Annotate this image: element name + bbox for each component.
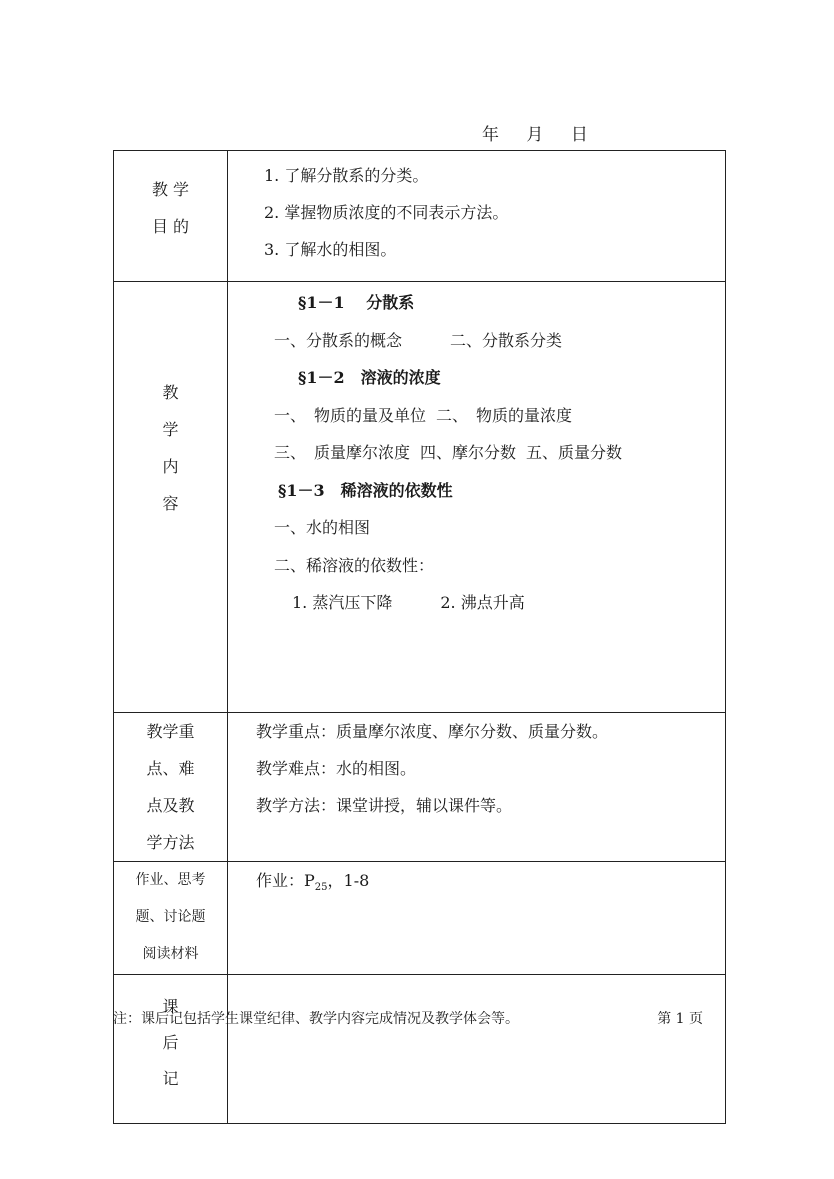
section-3-item-a: 一、水的相图 [274, 518, 371, 537]
section-1-items [228, 322, 725, 360]
section-3-subitems [228, 584, 725, 622]
day-label: 日 [570, 125, 588, 145]
homework-row [114, 862, 726, 975]
section-2-items-b [228, 434, 725, 472]
content-item: 一、 物质的量及单位 [274, 405, 427, 425]
content-item: 二、 物质的量浓度 [436, 405, 573, 425]
section-2-items-a [228, 397, 725, 435]
objective-item: 3. 了解水的相图。 [264, 240, 397, 259]
content-item: 五、质量分数 [526, 443, 623, 462]
homework-prefix: 作业：P [256, 871, 315, 890]
section-1-title: §1－1 分散系 [298, 293, 415, 312]
month-label: 月 [526, 125, 544, 145]
label-line: 点及教 [146, 796, 195, 815]
footer-note [113, 1008, 703, 1028]
homework-label [114, 862, 228, 975]
year-label: 年 [482, 125, 499, 145]
content-label [114, 282, 228, 713]
content-item: 1. 蒸汽压下降 [292, 593, 393, 612]
afterclass-row [114, 975, 726, 1124]
label-line: 阅读材料 [142, 946, 199, 962]
objectives-row [114, 151, 726, 282]
label-line: 题、讨论题 [135, 909, 206, 925]
objectives-content [228, 151, 726, 282]
afterclass-label [114, 975, 228, 1124]
keypoint-item: 教学重点：质量摩尔浓度、摩尔分数、质量分数。 [256, 722, 609, 741]
keypoints-label [114, 713, 228, 862]
label-line: 后 [162, 1033, 179, 1052]
keypoint-item: 教学难点：水的相图。 [256, 759, 417, 778]
keypoint-item: 教学方法：课堂讲授，辅以课件等。 [256, 796, 513, 815]
footer-note-text: 注：课后记包括学生课堂纪律、教学内容完成情况及教学体会等。 [113, 1011, 519, 1027]
label-line: 学 [162, 420, 179, 439]
content-item: 二、分散系分类 [450, 330, 563, 350]
objective-item: 2. 掌握物质浓度的不同表示方法。 [264, 203, 509, 222]
label-line: 教 [162, 383, 179, 402]
afterclass-content[interactable] [228, 975, 726, 1124]
label-line: 教学重 [146, 722, 195, 741]
label-line: 课 [162, 997, 179, 1016]
label-line: 容 [162, 494, 179, 513]
homework-content [228, 862, 726, 975]
objective-item: 1. 了解分散系的分类。 [264, 166, 429, 185]
date-line [482, 120, 588, 145]
keypoints-content [228, 713, 726, 862]
label-line: 教 学 [151, 180, 190, 199]
label-line: 点、难 [146, 759, 195, 778]
label-line: 目 的 [151, 217, 190, 236]
lesson-plan-table [113, 150, 726, 1124]
content-item: 四、摩尔分数 [420, 443, 517, 462]
label-line: 内 [162, 457, 179, 476]
label-line: 作业、思考 [135, 872, 206, 888]
page-number: 第 1 页 [657, 1011, 703, 1027]
content-item: 三、 质量摩尔浓度 [274, 443, 411, 462]
label-line: 学方法 [146, 833, 195, 852]
homework-page-subscript: 25 [314, 882, 328, 894]
section-3-title: §1－3 稀溶液的依数性 [278, 480, 453, 500]
section-3-item-b: 二、稀溶液的依数性： [274, 555, 435, 575]
content-body [228, 282, 726, 713]
section-2-title: §1－2 溶液的浓度 [298, 368, 441, 387]
homework-suffix: ，1-8 [327, 871, 370, 890]
objectives-label [114, 151, 228, 282]
label-line: 记 [162, 1069, 179, 1088]
content-item: 2. 沸点升高 [440, 593, 525, 612]
content-row [114, 282, 726, 713]
content-item: 一、分散系的概念 [274, 330, 403, 350]
keypoints-row [114, 713, 726, 862]
